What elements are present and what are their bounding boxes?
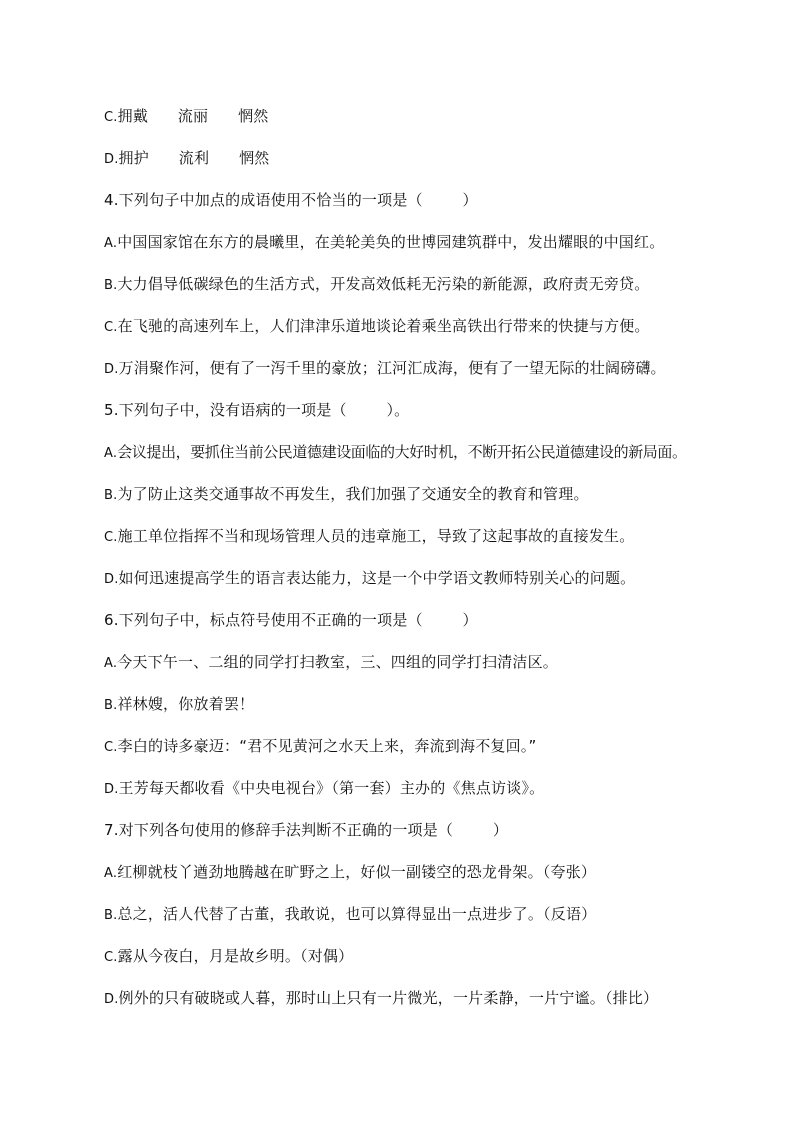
option-letter: B. bbox=[104, 698, 118, 713]
option-line bbox=[104, 652, 558, 674]
option-letter: C. bbox=[104, 110, 118, 125]
option-letter: D. bbox=[104, 782, 119, 797]
question-text: 6.下列句子中，标点符号使用不正确的一项是（ ） bbox=[104, 611, 478, 629]
option-line bbox=[104, 442, 687, 464]
option-text: 例外的只有破晓或人暮，那时山上只有一片微光，一片柔静，一片宁谧。（排比） bbox=[118, 989, 659, 1007]
question-text: 5.下列句子中，没有语病的一项是（ ）。 bbox=[104, 401, 410, 419]
option-line bbox=[104, 106, 268, 128]
option-line bbox=[104, 778, 544, 800]
option-text: 大力倡导低碳绿色的生活方式，开发高效低耗无污染的新能源，政府责无旁贷。 bbox=[117, 275, 650, 293]
option-line bbox=[104, 484, 589, 506]
option-letter: A. bbox=[104, 236, 118, 251]
option-letter: C. bbox=[104, 320, 118, 335]
option-letter: A. bbox=[104, 866, 118, 881]
option-letter: A. bbox=[104, 656, 118, 671]
option-letter: C. bbox=[104, 530, 118, 545]
option-letter: B. bbox=[104, 908, 118, 923]
option-line bbox=[104, 904, 596, 926]
question-line bbox=[104, 820, 508, 842]
option-text: 拥戴 流丽 惘然 bbox=[117, 107, 269, 125]
option-line bbox=[104, 274, 649, 296]
option-line bbox=[104, 232, 664, 254]
option-text: 中国国家馆在东方的晨曦里，在美轮美奂的世博园建筑群中，发出耀眼的中国红。 bbox=[117, 233, 665, 251]
option-text: 王芳每天都收看《中央电视台》（第一套）主办的《焦点访谈》。 bbox=[118, 779, 545, 797]
option-text: 拥护 流利 惘然 bbox=[118, 149, 270, 167]
option-letter: D. bbox=[104, 362, 119, 377]
option-line bbox=[104, 148, 269, 170]
option-letter: A. bbox=[104, 446, 118, 461]
option-text: 李白的诗多豪迈：“君不见黄河之水天上来，奔流到海不复回。” bbox=[117, 737, 537, 755]
option-text: 施工单位指挥不当和现场管理人员的违章施工，导致了这起事故的直接发生。 bbox=[117, 527, 635, 545]
question-line bbox=[104, 190, 478, 212]
option-letter: C. bbox=[104, 950, 118, 965]
option-line bbox=[104, 988, 658, 1010]
option-text: 祥林嫂，你放着罢！ bbox=[117, 695, 255, 713]
question-line bbox=[104, 400, 409, 422]
option-letter: D. bbox=[104, 152, 119, 167]
option-letter: B. bbox=[104, 488, 118, 503]
option-text: 万涓聚作河，便有了一泻千里的豪放；江河汇成海，便有了一望无际的壮阔磅礴。 bbox=[118, 359, 666, 377]
option-text: 红柳就枝丫遒劲地腾越在旷野之上，好似一副镂空的恐龙骨架。（夸张） bbox=[117, 863, 597, 881]
option-text: 为了防止这类交通事故不再发生，我们加强了交通安全的教育和管理。 bbox=[117, 485, 589, 503]
option-line bbox=[104, 736, 536, 758]
option-letter: D. bbox=[104, 572, 119, 587]
question-text: 7.对下列各句使用的修辞手法判断不正确的一项是（ ） bbox=[104, 821, 509, 839]
option-line bbox=[104, 358, 666, 380]
option-line bbox=[104, 526, 634, 548]
option-text: 如何迅速提高学生的语言表达能力，这是一个中学语文教师特别关心的问题。 bbox=[118, 569, 636, 587]
option-line bbox=[104, 568, 635, 590]
option-text: 今天下午一、二组的同学打扫教室，三、四组的同学打扫清洁区。 bbox=[117, 653, 559, 671]
question-line bbox=[104, 610, 478, 632]
option-letter: B. bbox=[104, 278, 118, 293]
option-line bbox=[104, 862, 596, 884]
option-line bbox=[104, 316, 650, 338]
option-text: 总之，活人代替了古董，我敢说，也可以算得显出一点进步了。（反语） bbox=[117, 905, 597, 923]
option-text: 会议提出，要抓住当前公民道德建设面临的大好时机，不断开拓公民道德建设的新局面。 bbox=[117, 443, 687, 461]
option-letter: C. bbox=[104, 740, 118, 755]
option-letter: D. bbox=[104, 992, 119, 1007]
option-text: 在飞驰的高速列车上，人们津津乐道地谈论着乘坐高铁出行带来的快捷与方便。 bbox=[117, 317, 650, 335]
option-line bbox=[104, 694, 254, 716]
option-text: 露从今夜白，月是故乡明。（对偶） bbox=[117, 947, 354, 965]
question-text: 4.下列句子中加点的成语使用不恰当的一项是（ ） bbox=[104, 191, 478, 209]
option-line bbox=[104, 946, 353, 968]
